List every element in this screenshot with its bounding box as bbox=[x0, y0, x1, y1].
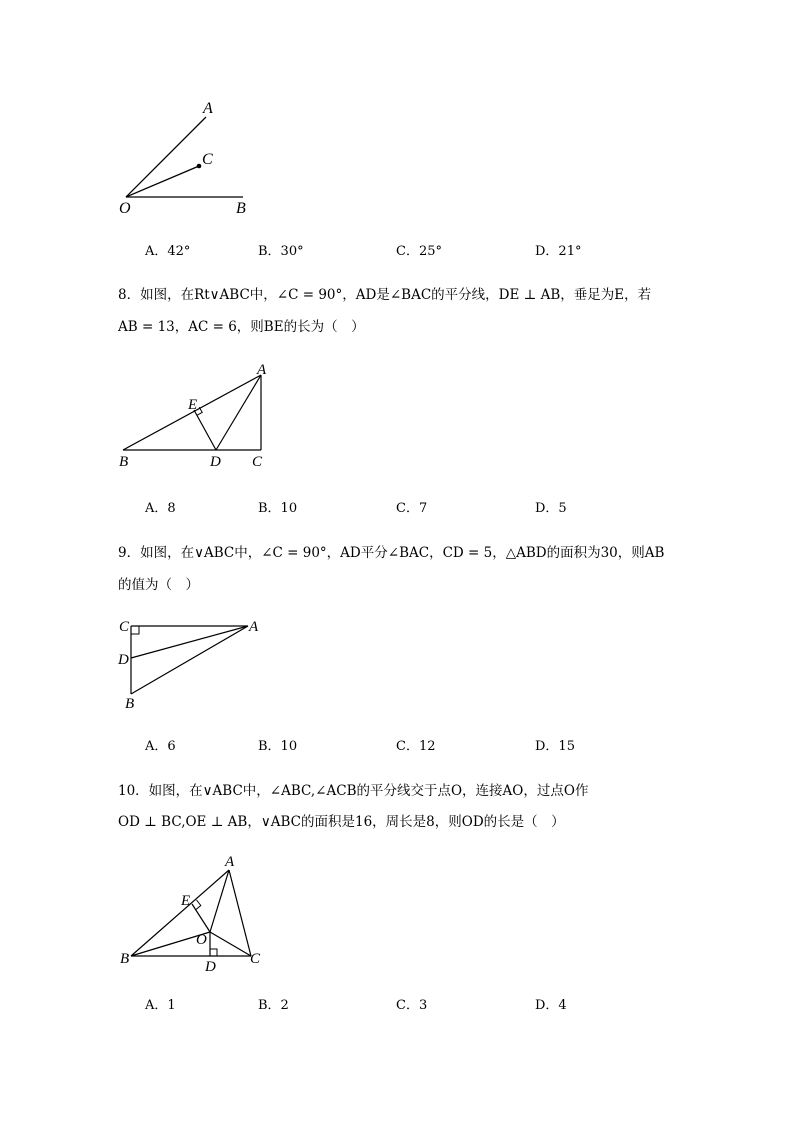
q10-option-d[interactable]: D．4 bbox=[535, 998, 567, 1013]
right-angle-mark-c bbox=[131, 626, 139, 634]
segment-de bbox=[194, 410, 216, 450]
q8-stem-line2: AB = 13，AC = 6，则BE的长为（ ） bbox=[118, 319, 365, 335]
q9-option-a[interactable]: A．6 bbox=[145, 739, 176, 754]
q9-stem-line1: 9．如图，在∨ABC中，∠C = 90°，AD平分∠BAC，CD = 5，△ABD的面积为30，则AB bbox=[118, 545, 665, 561]
label-e: E bbox=[188, 397, 198, 413]
segment-ac bbox=[229, 870, 251, 956]
label-c: C bbox=[119, 619, 130, 635]
q9-option-b[interactable]: B．10 bbox=[258, 739, 298, 754]
segment-ba bbox=[131, 870, 229, 956]
label-b: B bbox=[236, 200, 246, 217]
label-c: C bbox=[252, 454, 263, 470]
q7-option-c[interactable]: C．25° bbox=[396, 244, 442, 259]
q8-option-c[interactable]: C．7 bbox=[396, 501, 428, 516]
q9-stem-line2: 的值为（ ） bbox=[118, 577, 199, 593]
q7-option-b[interactable]: B．30° bbox=[258, 244, 304, 259]
point-c bbox=[197, 164, 202, 169]
right-angle-mark-d bbox=[210, 949, 217, 956]
label-e: E bbox=[181, 893, 191, 909]
q10-stem-line2: OD ⊥ BC,OE ⊥ AB，∨ABC的面积是16，周长是8，则OD的长是（ ） bbox=[118, 814, 565, 830]
right-angle-mark-e bbox=[196, 900, 201, 910]
q9-option-c[interactable]: C．12 bbox=[396, 739, 436, 754]
q9-option-d[interactable]: D．15 bbox=[535, 739, 575, 754]
label-o: O bbox=[119, 200, 131, 217]
label-a: A bbox=[257, 362, 267, 378]
label-b: B bbox=[119, 454, 129, 470]
segment-ad bbox=[216, 375, 261, 450]
segment-da bbox=[131, 626, 248, 658]
label-o: O bbox=[196, 932, 207, 948]
label-d: D bbox=[118, 652, 129, 668]
q8-option-a[interactable]: A．8 bbox=[145, 501, 176, 516]
label-c: C bbox=[250, 951, 261, 967]
q10-figure bbox=[110, 850, 280, 975]
q8-figure bbox=[110, 360, 280, 470]
q10-option-c[interactable]: C．3 bbox=[396, 998, 428, 1013]
ray-oa bbox=[126, 117, 206, 197]
q7-option-d[interactable]: D．21° bbox=[535, 244, 582, 259]
q10-option-a[interactable]: A．1 bbox=[145, 998, 176, 1013]
label-a: A bbox=[203, 100, 213, 117]
segment-oc bbox=[210, 932, 251, 956]
q8-option-b[interactable]: B．10 bbox=[258, 501, 298, 516]
segment-ba bbox=[131, 626, 248, 694]
label-a: A bbox=[225, 854, 235, 870]
q9-figure bbox=[110, 612, 270, 712]
label-b: B bbox=[125, 696, 135, 712]
q10-stem-line1: 10．如图，在∨ABC中，∠ABC,∠ACB的平分线交于点O，连接AO，过点O作 bbox=[118, 783, 589, 799]
q8-stem-line1: 8．如图，在Rt∨ABC中，∠C = 90°，AD是∠BAC的平分线，DE ⊥ AB，垂足为E，若 bbox=[118, 287, 652, 303]
segment-oe bbox=[192, 904, 210, 932]
q8-option-d[interactable]: D．5 bbox=[535, 501, 567, 516]
label-d: D bbox=[210, 454, 221, 470]
right-angle-mark-e bbox=[197, 407, 202, 415]
q10-option-b[interactable]: B．2 bbox=[258, 998, 289, 1013]
q7-figure bbox=[110, 95, 270, 220]
label-c: C bbox=[202, 151, 213, 168]
ray-oc bbox=[126, 166, 199, 197]
segment-oa bbox=[210, 870, 229, 932]
q7-option-a[interactable]: A．42° bbox=[145, 244, 191, 259]
label-a: A bbox=[249, 619, 259, 635]
label-b: B bbox=[120, 951, 130, 967]
label-d: D bbox=[205, 959, 216, 975]
